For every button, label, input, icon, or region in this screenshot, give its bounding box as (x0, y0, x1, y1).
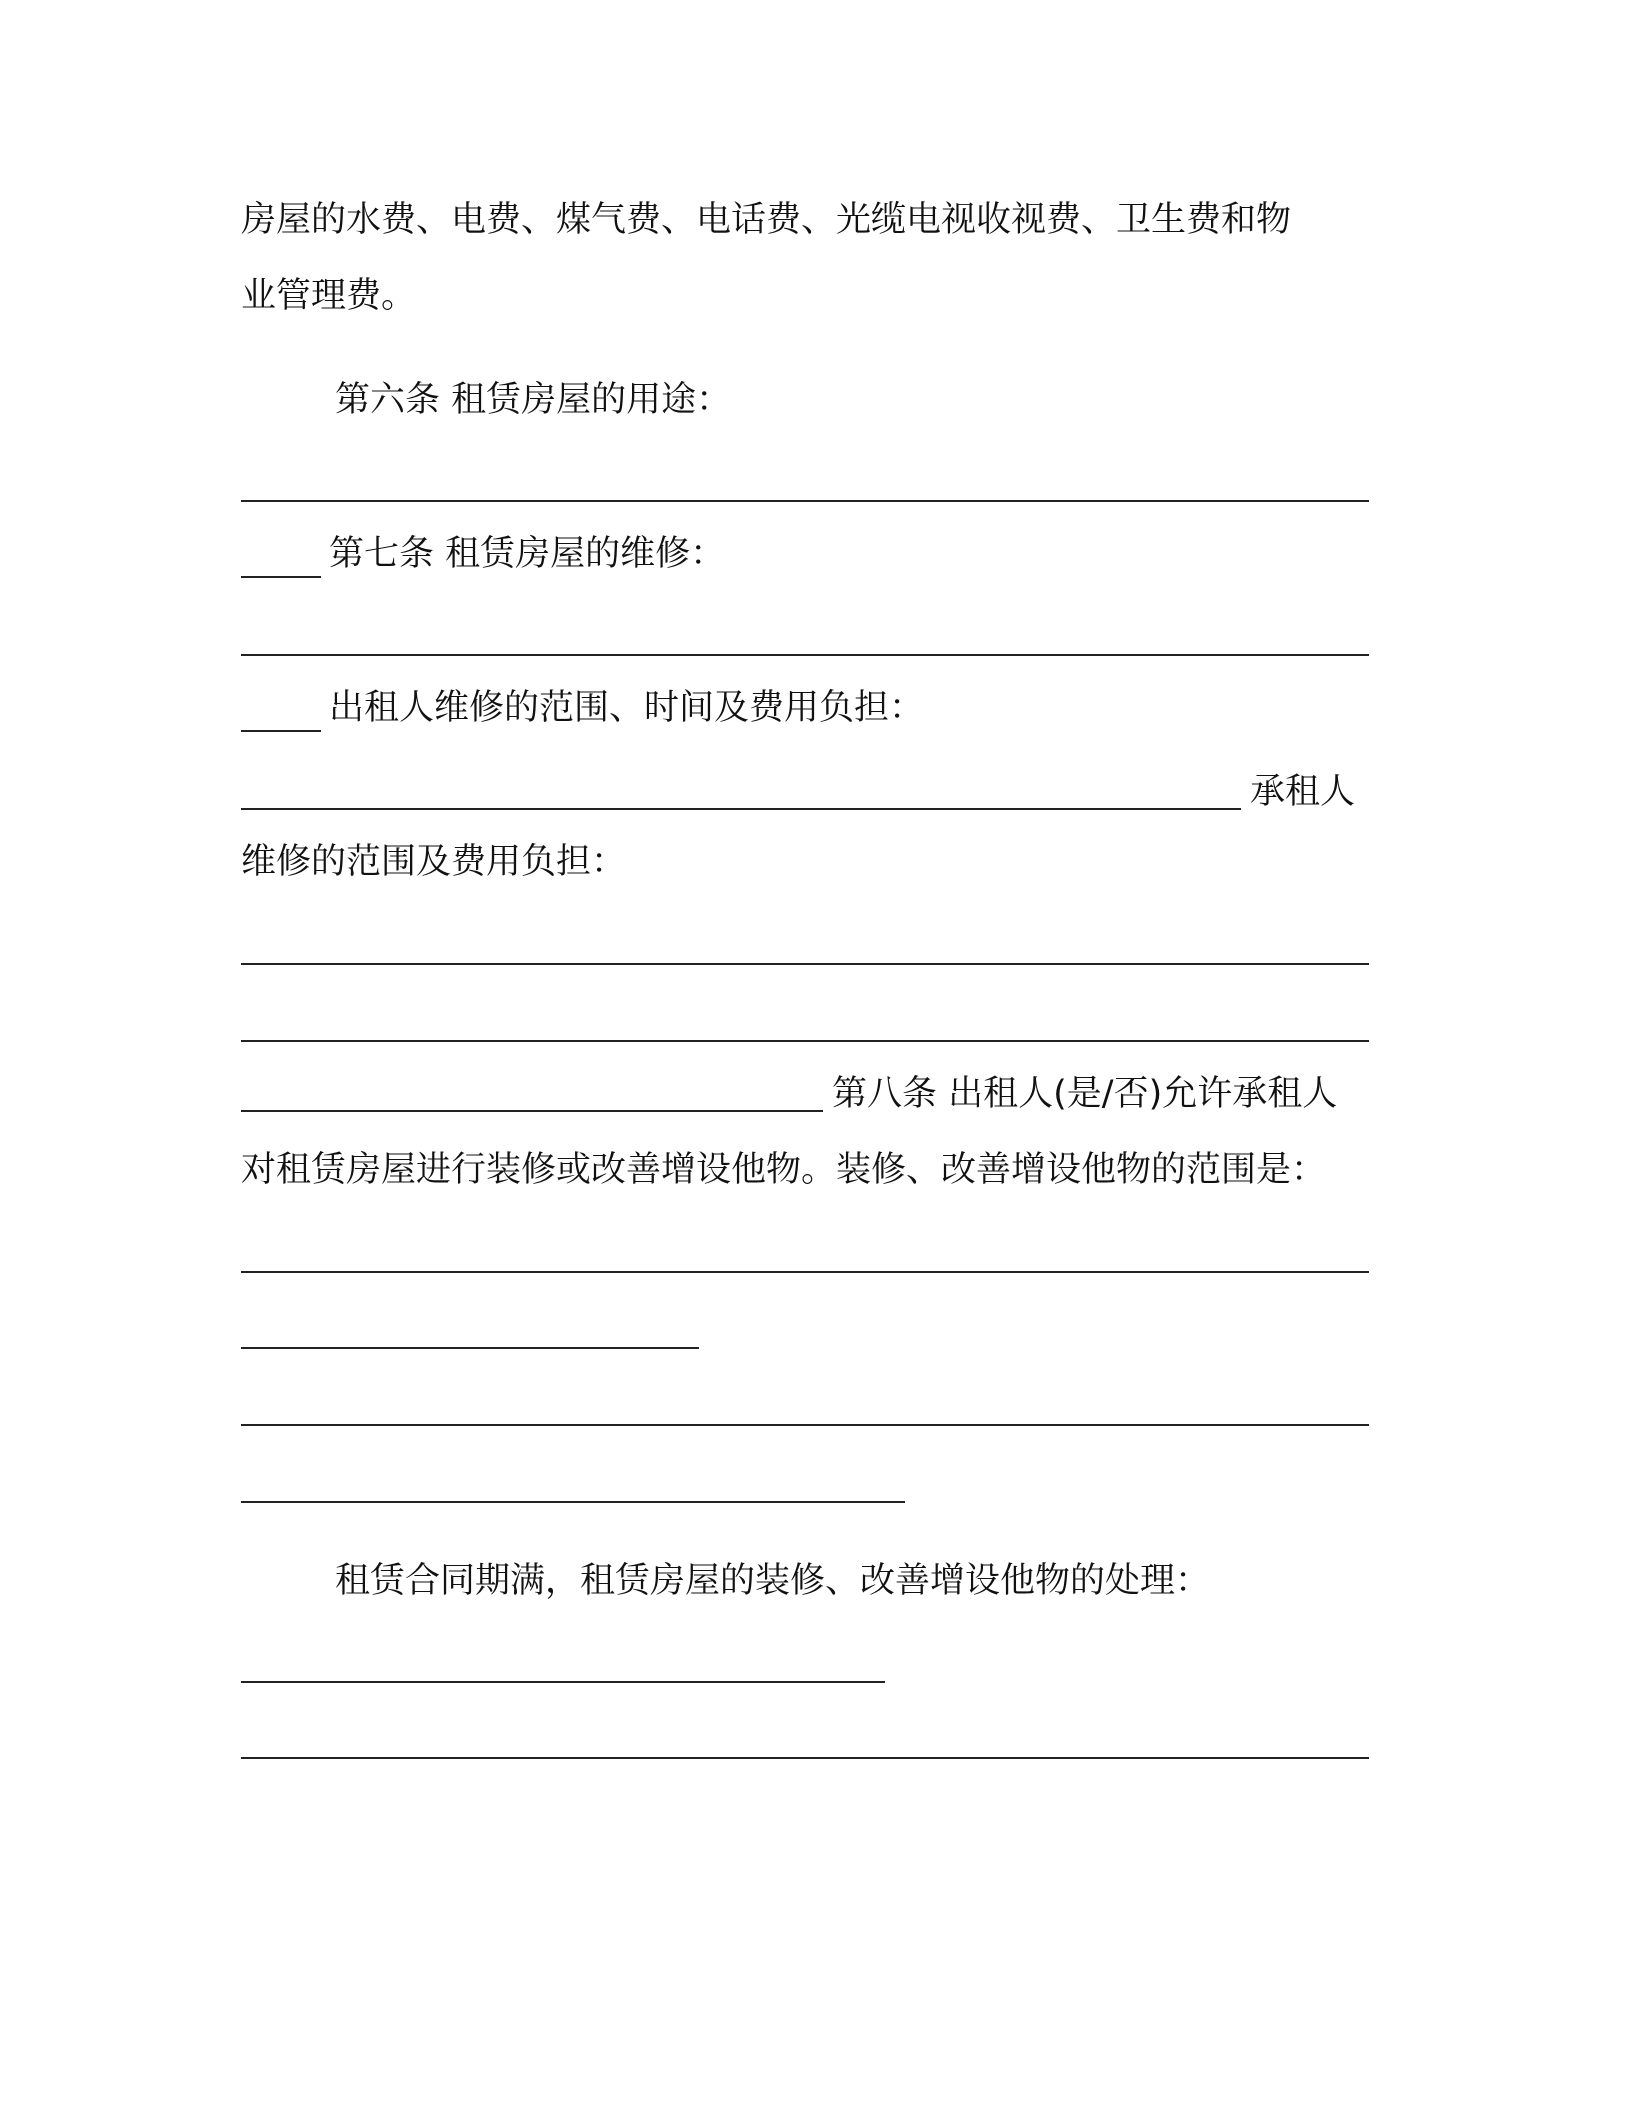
fill-blank-expiry-1 (241, 1681, 885, 1683)
fill-blank-short (241, 546, 321, 578)
article-8-continuation: 对租赁房屋进行装修或改善增设他物。装修、改善增设他物的范围是： (241, 1150, 1327, 1190)
expiry-heading: 租赁合同期满，租赁房屋的装修、改善增设他物的处理： (335, 1561, 1211, 1601)
lessee-label: 承租人 (1250, 772, 1356, 812)
article-8-heading: 第八条 出租人(是/否)允许承租人 (832, 1074, 1338, 1114)
fill-blank-lessee-terms-2 (241, 1040, 1369, 1042)
fill-blank-scope-1 (241, 1271, 1369, 1273)
fill-blank-lessee-terms-3 (241, 1110, 823, 1112)
lessor-repair-line (241, 684, 924, 732)
fees-line-2: 业管理费。 (241, 276, 417, 316)
lessor-repair-label: 出租人维修的范围、时间及费用负担： (329, 688, 925, 728)
fill-blank-lessee-terms-1 (241, 963, 1369, 965)
fill-blank-scope-2 (241, 1347, 699, 1349)
fill-blank-expiry-2 (241, 1757, 1369, 1759)
fill-blank-scope-3 (241, 1424, 1369, 1426)
fill-blank-short (241, 700, 321, 732)
fees-line-1: 房屋的水费、电费、煤气费、电话费、光缆电视收视费、卫生费和物 (241, 200, 1292, 240)
fill-blank-scope-4 (241, 1501, 905, 1503)
fill-blank-repair (241, 654, 1369, 656)
article-7-line (241, 530, 725, 578)
fill-blank-lessor-terms (241, 808, 1241, 810)
fill-blank-purpose (241, 500, 1369, 502)
lessee-repair-label: 维修的范围及费用负担： (241, 842, 627, 882)
article-7-heading: 第七条 租赁房屋的维修： (329, 534, 726, 574)
article-6-heading: 第六条 租赁房屋的用途： (335, 380, 732, 420)
